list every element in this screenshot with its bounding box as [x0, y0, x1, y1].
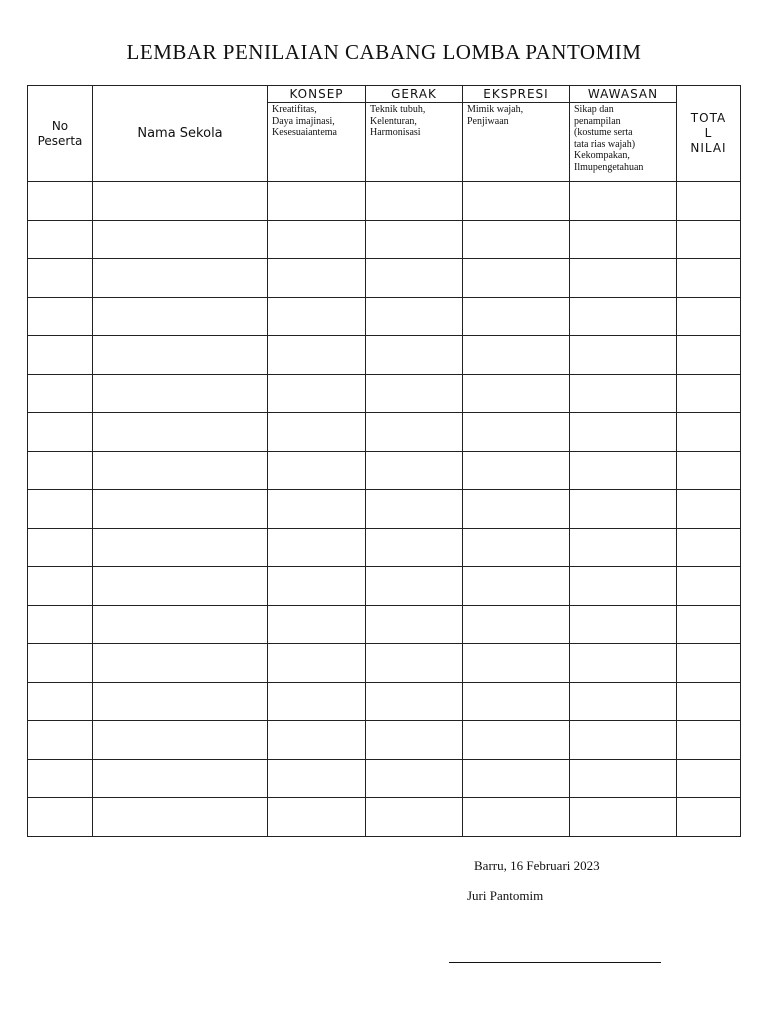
cell-total: [677, 336, 741, 375]
header-category-gerak: GERAK: [366, 86, 463, 103]
cell-ekspresi: [463, 759, 570, 798]
cell-nama: [93, 374, 268, 413]
cell-ekspresi: [463, 451, 570, 490]
cell-konsep: [268, 798, 366, 837]
table-row: [28, 682, 741, 721]
criteria-konsep: Kreatifitas, Daya imajinasi, Kesesuaiantema: [268, 103, 366, 182]
cell-total: [677, 259, 741, 298]
cell-nama: [93, 721, 268, 760]
cell-total: [677, 682, 741, 721]
cell-total: [677, 490, 741, 529]
cell-total: [677, 644, 741, 683]
table-row: [28, 798, 741, 837]
table-row: [28, 759, 741, 798]
cell-nama: [93, 336, 268, 375]
cell-wawasan: [570, 451, 677, 490]
cell-wawasan: [570, 798, 677, 837]
cell-konsep: [268, 182, 366, 221]
table-row: [28, 297, 741, 336]
cell-gerak: [366, 220, 463, 259]
header-category-ekspresi: EKSPRESI: [463, 86, 570, 103]
criteria-gerak: Teknik tubuh, Kelenturan, Harmonisasi: [366, 103, 463, 182]
table-row: [28, 644, 741, 683]
cell-ekspresi: [463, 567, 570, 606]
cell-no: [28, 336, 93, 375]
criteria-wawasan: Sikap dan penampilan (kostume serta tata rias wajah) Kekompakan, Ilmupengetahuan: [570, 103, 677, 182]
cell-konsep: [268, 297, 366, 336]
cell-no: [28, 721, 93, 760]
signatory-role: Juri Pantomim: [467, 888, 544, 903]
cell-gerak: [366, 490, 463, 529]
table-row: [28, 490, 741, 529]
cell-wawasan: [570, 336, 677, 375]
cell-wawasan: [570, 528, 677, 567]
cell-konsep: [268, 644, 366, 683]
cell-ekspresi: [463, 605, 570, 644]
cell-ekspresi: [463, 259, 570, 298]
header-total-line-2: L: [704, 126, 713, 140]
table-row: [28, 220, 741, 259]
cell-nama: [93, 682, 268, 721]
cell-nama: [93, 490, 268, 529]
score-table: [27, 85, 741, 837]
table-row: [28, 528, 741, 567]
cell-ekspresi: [463, 682, 570, 721]
cell-nama: [93, 798, 268, 837]
cell-nama: [93, 259, 268, 298]
cell-total: [677, 721, 741, 760]
cell-gerak: [366, 182, 463, 221]
header-no-peserta: No Peserta: [28, 86, 93, 182]
cell-nama: [93, 413, 268, 452]
cell-konsep: [268, 336, 366, 375]
cell-gerak: [366, 259, 463, 298]
cell-konsep: [268, 682, 366, 721]
cell-no: [28, 759, 93, 798]
cell-total: [677, 220, 741, 259]
cell-wawasan: [570, 374, 677, 413]
cell-gerak: [366, 605, 463, 644]
cell-konsep: [268, 451, 366, 490]
cell-ekspresi: [463, 798, 570, 837]
table-row: [28, 259, 741, 298]
table-row: [28, 374, 741, 413]
cell-gerak: [366, 336, 463, 375]
cell-nama: [93, 567, 268, 606]
cell-no: [28, 490, 93, 529]
cell-wawasan: [570, 567, 677, 606]
cell-konsep: [268, 567, 366, 606]
cell-no: [28, 798, 93, 837]
cell-nama: [93, 451, 268, 490]
cell-wawasan: [570, 721, 677, 760]
cell-konsep: [268, 220, 366, 259]
cell-ekspresi: [463, 297, 570, 336]
cell-ekspresi: [463, 721, 570, 760]
cell-no: [28, 413, 93, 452]
cell-gerak: [366, 721, 463, 760]
cell-total: [677, 605, 741, 644]
cell-gerak: [366, 528, 463, 567]
cell-total: [677, 182, 741, 221]
cell-nama: [93, 605, 268, 644]
header-nama-sekola: Nama Sekola: [93, 86, 268, 182]
header-total-line-1: TOTA: [690, 111, 727, 125]
table-row: [28, 182, 741, 221]
cell-total: [677, 567, 741, 606]
cell-wawasan: [570, 220, 677, 259]
criteria-ekspresi: Mimik wajah, Penjiwaan: [463, 103, 570, 182]
cell-konsep: [268, 413, 366, 452]
cell-ekspresi: [463, 528, 570, 567]
table-row: [28, 567, 741, 606]
cell-no: [28, 374, 93, 413]
cell-ekspresi: [463, 182, 570, 221]
cell-nama: [93, 759, 268, 798]
cell-gerak: [366, 451, 463, 490]
cell-total: [677, 528, 741, 567]
cell-wawasan: [570, 413, 677, 452]
cell-wawasan: [570, 759, 677, 798]
cell-ekspresi: [463, 220, 570, 259]
cell-ekspresi: [463, 644, 570, 683]
place-date: Barru, 16 Februari 2023: [474, 858, 600, 873]
cell-total: [677, 374, 741, 413]
cell-no: [28, 528, 93, 567]
cell-gerak: [366, 798, 463, 837]
header-total-line-3: NILAI: [690, 141, 727, 155]
cell-total: [677, 297, 741, 336]
table-row: [28, 413, 741, 452]
header-total-nilai: [677, 86, 741, 182]
cell-gerak: [366, 374, 463, 413]
cell-konsep: [268, 721, 366, 760]
cell-nama: [93, 528, 268, 567]
header-category-wawasan: WAWASAN: [570, 86, 677, 103]
cell-no: [28, 182, 93, 221]
cell-wawasan: [570, 182, 677, 221]
table-row: [28, 451, 741, 490]
cell-konsep: [268, 605, 366, 644]
table-row: [28, 336, 741, 375]
cell-ekspresi: [463, 413, 570, 452]
cell-nama: [93, 644, 268, 683]
cell-total: [677, 798, 741, 837]
cell-gerak: [366, 413, 463, 452]
cell-no: [28, 220, 93, 259]
cell-no: [28, 644, 93, 683]
header-category-konsep: KONSEP: [268, 86, 366, 103]
cell-no: [28, 297, 93, 336]
cell-gerak: [366, 759, 463, 798]
cell-konsep: [268, 490, 366, 529]
score-table-body: [28, 182, 741, 837]
cell-nama: [93, 182, 268, 221]
cell-no: [28, 259, 93, 298]
cell-wawasan: [570, 605, 677, 644]
cell-total: [677, 451, 741, 490]
cell-gerak: [366, 682, 463, 721]
document-title: LEMBAR PENILAIAN CABANG LOMBA PANTOMIM: [126, 40, 642, 64]
cell-no: [28, 451, 93, 490]
cell-ekspresi: [463, 336, 570, 375]
cell-wawasan: [570, 682, 677, 721]
cell-no: [28, 567, 93, 606]
cell-ekspresi: [463, 374, 570, 413]
cell-konsep: [268, 259, 366, 298]
table-row: [28, 721, 741, 760]
cell-gerak: [366, 297, 463, 336]
cell-nama: [93, 220, 268, 259]
cell-gerak: [366, 644, 463, 683]
cell-konsep: [268, 528, 366, 567]
cell-wawasan: [570, 297, 677, 336]
cell-wawasan: [570, 644, 677, 683]
cell-wawasan: [570, 259, 677, 298]
cell-konsep: [268, 759, 366, 798]
cell-total: [677, 413, 741, 452]
cell-no: [28, 605, 93, 644]
cell-gerak: [366, 567, 463, 606]
table-row: [28, 605, 741, 644]
cell-konsep: [268, 374, 366, 413]
cell-ekspresi: [463, 490, 570, 529]
cell-nama: [93, 297, 268, 336]
cell-wawasan: [570, 490, 677, 529]
cell-no: [28, 682, 93, 721]
cell-total: [677, 759, 741, 798]
signature-line: [449, 962, 661, 963]
